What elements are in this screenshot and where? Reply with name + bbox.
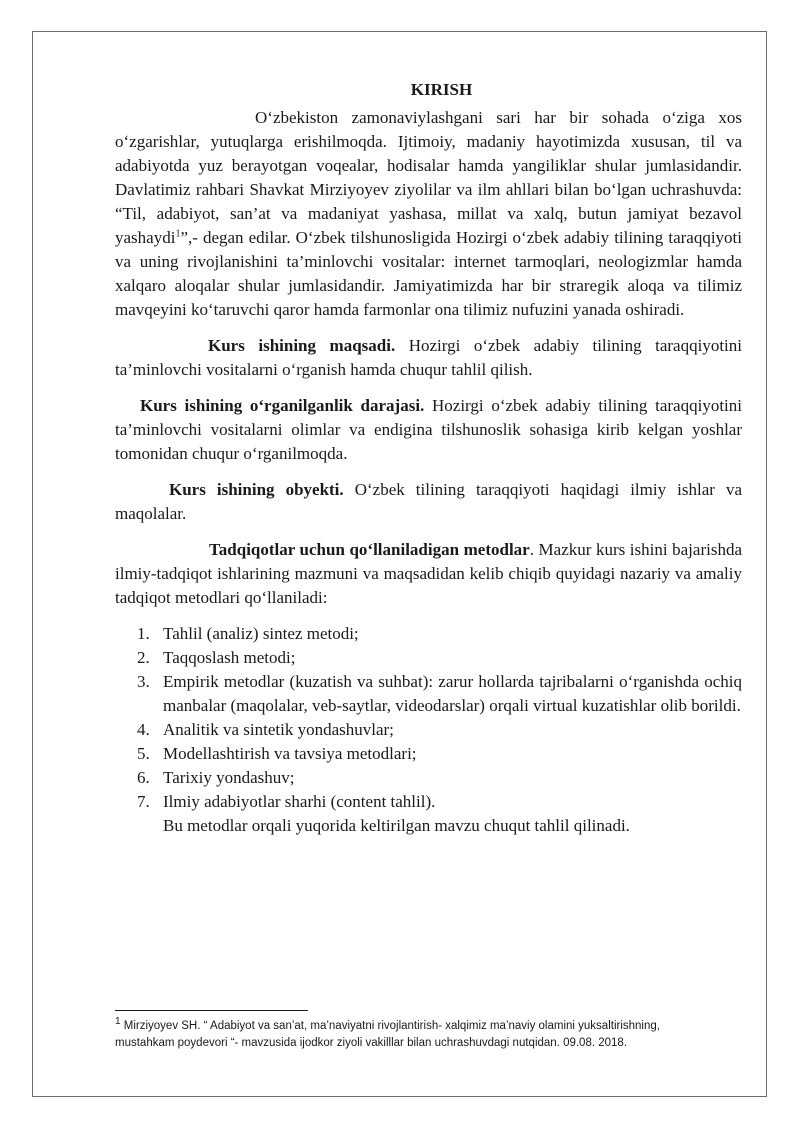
object-paragraph: [115, 478, 742, 526]
study-level-paragraph: [115, 394, 742, 466]
intro-paragraph: [115, 106, 742, 322]
list-item-text: Tahlil (analiz) sintez metodi;: [163, 624, 359, 643]
list-item: [115, 622, 742, 646]
methods-text: . Mazkur kurs ishini bajarishda ilmiy-tadqiqot ishlarining mazmuni va maqsadidan kelib chiqib quyidagi nazariy va amaliy tadqiqot metodlari qo‘llaniladi:: [115, 540, 742, 607]
list-item-number: 5.: [137, 744, 150, 763]
study-level-text: Hozirgi o‘zbek adabiy tilining taraqqiyotini ta’minlovchi vositalarni olimlar va endigina tilshunoslik sohasiga kirib kelgan yoshlar tomonidan chuqur o‘rganilmoqda.: [115, 396, 742, 463]
object-text: O‘zbek tilining taraqqiyoti haqidagi ilmiy ishlar va maqolalar.: [115, 480, 742, 523]
list-item: [115, 766, 742, 790]
list-item: [115, 718, 742, 742]
list-item: [115, 646, 742, 670]
methods-closing: Bu metodlar orqali yuqorida keltirilgan mavzu chuqut tahlil qilinadi.: [163, 816, 630, 835]
footnote-text: Mirziyoyev SH. “ Adabiyot va san’at, ma’naviyatni rivojlantirish- xalqimiz ma’naviy olamini yuksaltirishning, mustahkam poydevori “- mavzusida ijodkor ziyoli vakilllar bilan uchrashuvdagi nutqidan. 09.08. 2018.: [115, 1020, 660, 1049]
list-item: [115, 670, 742, 718]
goal-heading: Kurs ishining maqsadi.: [208, 336, 396, 355]
list-item: [115, 790, 742, 814]
list-item-number: 6.: [137, 768, 150, 787]
list-item-text: Modellashtirish va tavsiya metodlari;: [163, 744, 417, 763]
goal-paragraph: [115, 334, 742, 382]
list-item-number: 1.: [137, 624, 150, 643]
intro-text-continued: ”,- degan edilar. O‘zbek tilshunosligida Hozirgi o‘zbek adabiy tilining taraqqiyoti va uning rivojlanishini ta’minlovchi vositalar: internet tarmoqlari, neologizmlar hamda xalqaro aloqalar shular jumlasidandir. Jamiyatimizda har bir straregik aloqa va tilimiz mavqeyini ko‘taruvchi qaror hamda farmonlar ona tilimiz nufuzini yanada oshiradi.: [115, 228, 742, 319]
list-item-text: Taqqoslash metodi;: [163, 648, 296, 667]
study-level-heading: Kurs ishining o‘rganilganlik darajasi.: [140, 396, 425, 415]
goal-text: Hozirgi o‘zbek adabiy tilining taraqqiyotini ta’minlovchi vositalarni o‘rganish hamda chuqur tahlil qilish.: [115, 336, 742, 379]
document-body: [115, 78, 742, 838]
methods-paragraph: [115, 538, 742, 610]
footnote-number: 1: [115, 1016, 121, 1028]
list-item: [115, 742, 742, 766]
methods-list: [115, 622, 742, 814]
page-title: KIRISH: [410, 80, 473, 99]
list-item-number: 2.: [137, 648, 150, 667]
list-item-number: 7.: [137, 792, 150, 811]
list-item-text: Ilmiy adabiyotlar sharhi (content tahlil).: [163, 792, 436, 811]
footnote-reference[interactable]: 1: [175, 228, 181, 240]
methods-heading: Tadqiqotlar uchun qo‘llaniladigan metodlar: [209, 540, 530, 559]
footnote-separator: [115, 1010, 308, 1011]
list-item-number: 4.: [137, 720, 150, 739]
list-item-number: 3.: [137, 672, 150, 691]
footnote: [115, 1018, 715, 1052]
list-item-text: Tarixiy yondashuv;: [163, 768, 295, 787]
intro-text: O‘zbekiston zamonaviylashgani sari har bir sohada o‘ziga xos o‘zgarishlar, yutuqlarga erishilmoqda. Ijtimoiy, madaniy hayotimizda xususan, til va adabiyotda yuz berayotgan voqealar, hodisalar hamda yangiliklar shular jumlasidandir. Davlatimiz rahbari Shavkat Mirziyoyev ziyolilar va ilm ahllari bilan bo‘lgan uchrashuvda: “Til, adabiyot, san’at va madaniyat yashasa, millat va xalq, butun jamiyat bezavol yashaydi: [115, 108, 742, 247]
list-item-text: Analitik va sintetik yondashuvlar;: [163, 720, 394, 739]
list-item-text: Empirik metodlar (kuzatish va suhbat): zarur hollarda tajribalarni o‘rganishda ochiq manbalar (maqolalar, veb-saytlar, videodarslar) orqali virtual kuzatishlar olib borildi.: [163, 672, 742, 715]
object-heading: Kurs ishining obyekti.: [169, 480, 344, 499]
